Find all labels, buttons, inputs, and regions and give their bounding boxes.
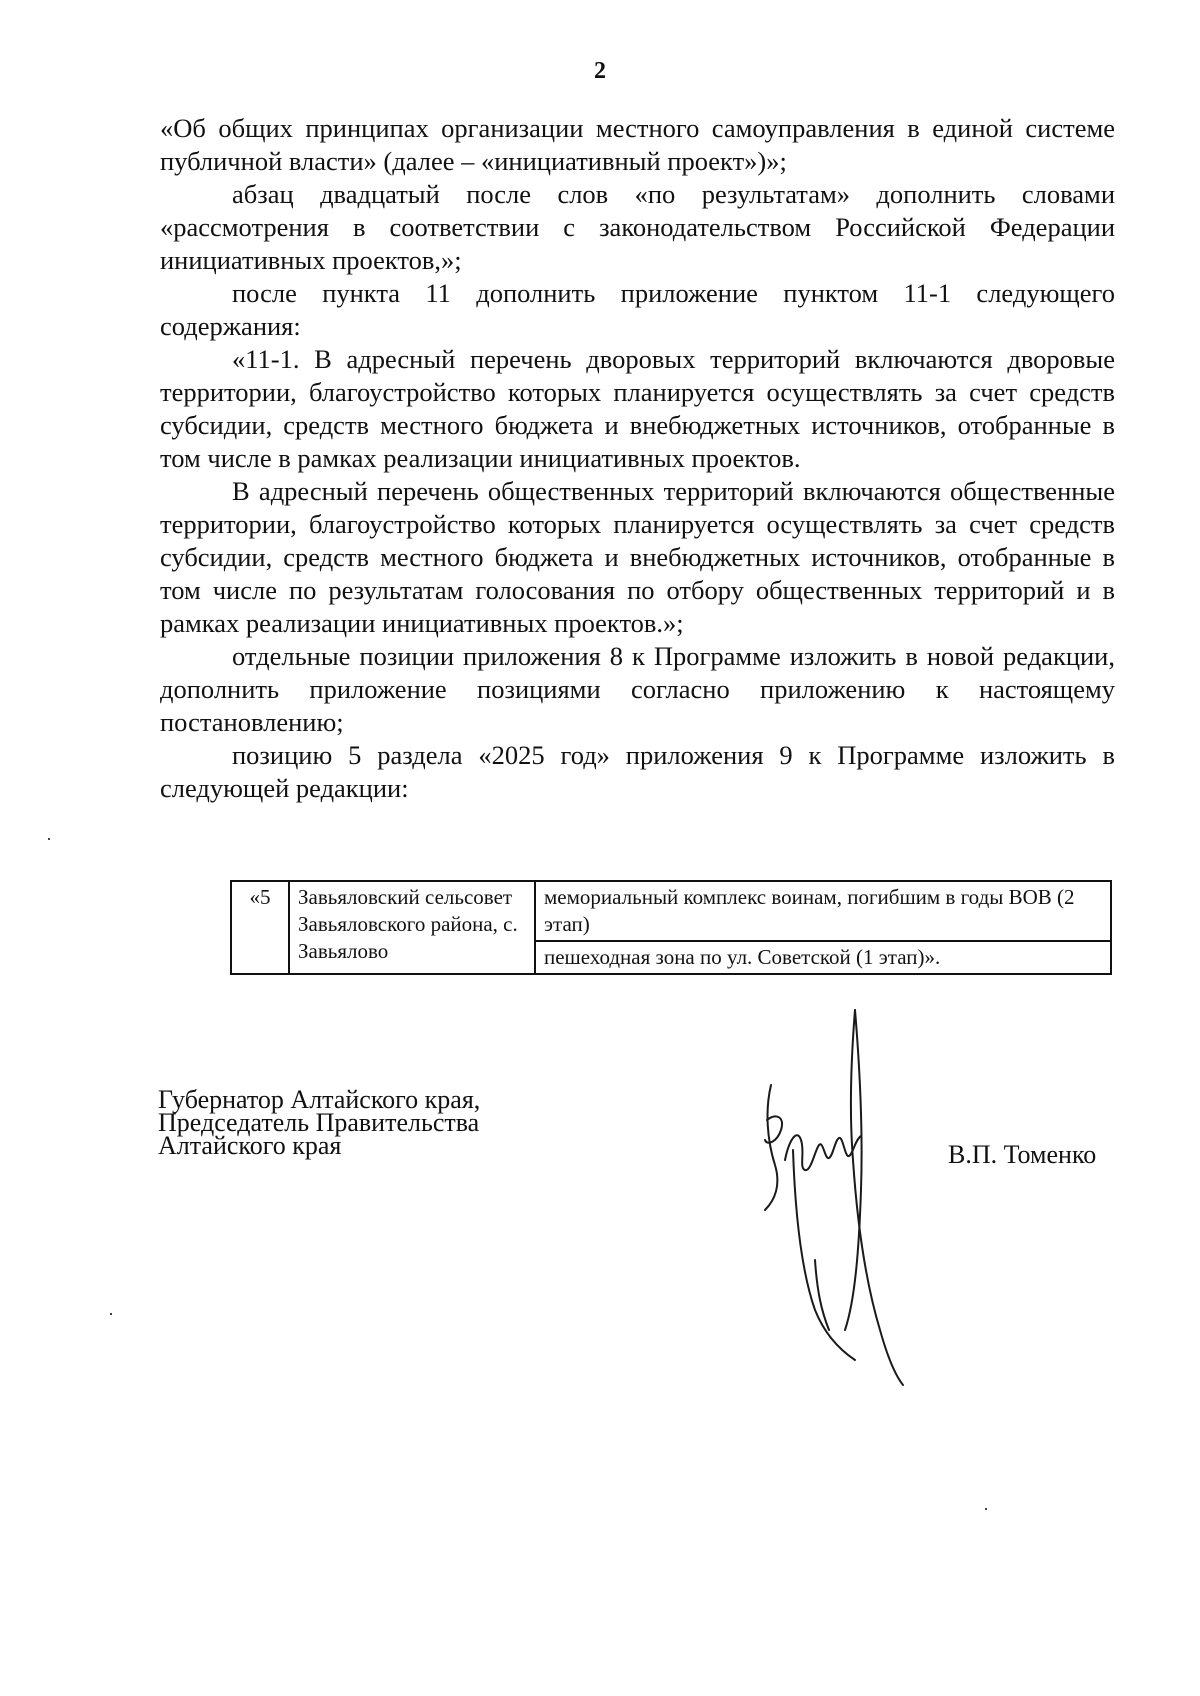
scan-speck (48, 838, 50, 840)
scan-speck (110, 1313, 112, 1315)
document-body (160, 112, 1115, 805)
handwritten-signature (745, 1000, 945, 1400)
signatory-name: В.П. Томенко (948, 1140, 1097, 1169)
paragraph-11-1-public: В адресный перечень общественных территорий включаются общественные территории, благоустройство которых планируется осуществлять за счет средств субсидии, средств местного бюджета и внебюджетных источников, отобранные в том числе по результатам голосования по отбору общественных территорий и в рамках реализации инициативных проектов.»; (160, 476, 1115, 638)
position-object-2: пешеходная зона по ул. Советской (1 этап)». (535, 941, 1111, 974)
paragraph-prilozhenie-9: позицию 5 раздела «2025 год» приложения 9 к Программе изложить в следующей редакции: (160, 740, 1115, 803)
table-row (231, 881, 1111, 941)
position-object-1: мемориальный комплекс воинам, погибшим в годы ВОВ (2 этап) (535, 881, 1111, 941)
signatory-position-line: Председатель Правительства (158, 1108, 480, 1137)
paragraph-prilozhenie-8: отдельные позиции приложения 8 к Программе изложить в новой редакции, дополнить приложение позициями согласно приложению к настоящему постановлению; (160, 641, 1115, 737)
paragraph-abzac-20: абзац двадцатый после слов «по результатам» дополнить словами «рассмотрения в соответствии с законодательством Российской Федерации инициативных проектов,»; (160, 179, 1115, 275)
position-table (230, 880, 1112, 975)
scan-speck (985, 1508, 987, 1510)
position-place: Завьяловский сельсовет Завьяловского района, с. Завьялово (289, 881, 535, 974)
signatory-position (158, 1085, 481, 1160)
signatory-position-line: Алтайского края (158, 1131, 342, 1160)
paragraph-continuation: «Об общих принципах организации местного самоуправления в единой системе публичной власти» (далее – «инициативный проект»)»; (160, 113, 1115, 176)
paragraph-punkt-11: после пункта 11 дополнить приложение пунктом 11-1 следующего содержания: (160, 278, 1115, 341)
position-number: «5 (231, 881, 289, 974)
paragraph-11-1-yard: «11-1. В адресный перечень дворовых территорий включаются дворовые территории, благоустройство которых планируется осуществлять за счет средств субсидии, средств местного бюджета и внебюджетных источников, отобранные в том числе в рамках реализации инициативных проектов. (160, 344, 1115, 473)
page-number: 2 (594, 58, 606, 84)
signatory-position-line: Губернатор Алтайского края, (158, 1085, 481, 1114)
